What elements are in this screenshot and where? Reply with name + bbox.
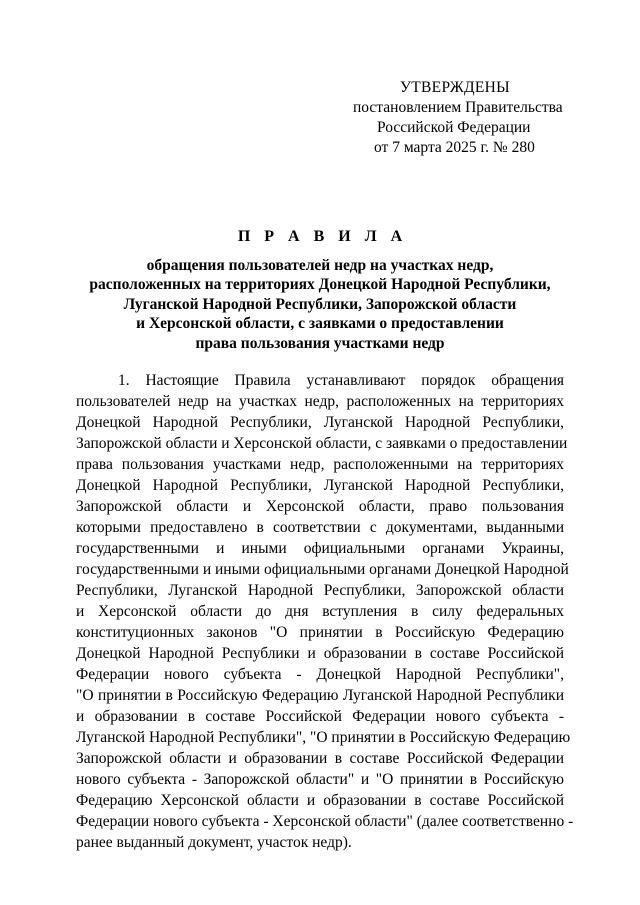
approval-date-number-line: от 7 марта 2025 г. № 280	[374, 139, 535, 156]
paragraph-line: и образовании в составе Российской Федерации нового субъекта -	[76, 708, 564, 725]
paragraph-line: 1. Настоящие Правила устанавливают порядок обращения	[118, 372, 564, 389]
paragraph-line: государственными и иными официальными органами Украины,	[76, 540, 564, 557]
paragraph-line: Луганской Народной Республики", "О принятии в Российскую Федерацию	[76, 729, 571, 746]
document-heading: П Р А В И Л А	[237, 228, 408, 245]
paragraph-line: Федерации нового субъекта - Херсонской области" (далее соответственно -	[76, 813, 574, 830]
paragraph-line: Федерацию Херсонской области и образовании в составе Российской	[76, 792, 564, 809]
approval-title: УТВЕРЖДЕНЫ	[400, 79, 510, 96]
approval-stamp-block	[340, 78, 580, 158]
paragraph-line: государственными и иными официальными органами Донецкой Народной	[76, 561, 569, 578]
paragraph-line: Республики, Луганской Народной Республики, Запорожской области	[76, 582, 564, 599]
subtitle-line: и Херсонской области, с заявками о предоставлении	[136, 315, 504, 333]
paragraph-line: Донецкой Народной Республики, Луганской Народной Республики,	[76, 414, 564, 431]
subtitle-line: права пользования участками недр	[195, 334, 445, 352]
paragraph-line: конституционных законов "О принятии в Российскую Федерацию	[76, 624, 564, 641]
subtitle-line: обращения пользователей недр на участках недр,	[146, 257, 494, 274]
approval-authority-line: Российской Федерации	[377, 119, 531, 136]
paragraph-line: права пользования участками недр, расположенными на территориях	[76, 456, 564, 473]
paragraph-line: и Херсонской области до дня вступления в силу федеральных	[76, 603, 564, 620]
paragraph-line: Донецкой Народной Республики, Луганской Народной Республики,	[76, 477, 564, 494]
paragraph-line: Федерации нового субъекта - Донецкой Народной Республики",	[76, 666, 564, 683]
paragraph-1	[76, 370, 574, 853]
paragraph-line: которыми предоставлено в соответствии с документами, выданными	[76, 519, 564, 536]
paragraph-line: Запорожской области и Херсонской области, право пользования	[76, 498, 564, 515]
paragraph-line: Запорожской области и образовании в составе Российской Федерации	[76, 750, 564, 767]
approval-resolution-line: постановлением Правительства	[353, 99, 563, 116]
paragraph-line: пользователей недр на участках недр, расположенных на территориях	[76, 393, 564, 410]
paragraph-line: "О принятии в Российскую Федерацию Луганской Народной Республики	[76, 687, 564, 704]
paragraph-line: Запорожской области и Херсонской области, с заявками о предоставлении	[76, 435, 568, 452]
document-subtitle	[60, 256, 580, 353]
paragraph-line: ранее выданный документ, участок недр).	[76, 834, 352, 851]
subtitle-line: Луганской Народной Республики, Запорожской области	[123, 295, 517, 313]
paragraph-line: нового субъекта - Запорожской области" и "О принятии в Российскую	[76, 771, 564, 788]
subtitle-line: расположенных на территориях Донецкой Народной Республики,	[89, 276, 551, 294]
paragraph-line: Донецкой Народной Республики и образовании в составе Российской	[76, 645, 564, 662]
